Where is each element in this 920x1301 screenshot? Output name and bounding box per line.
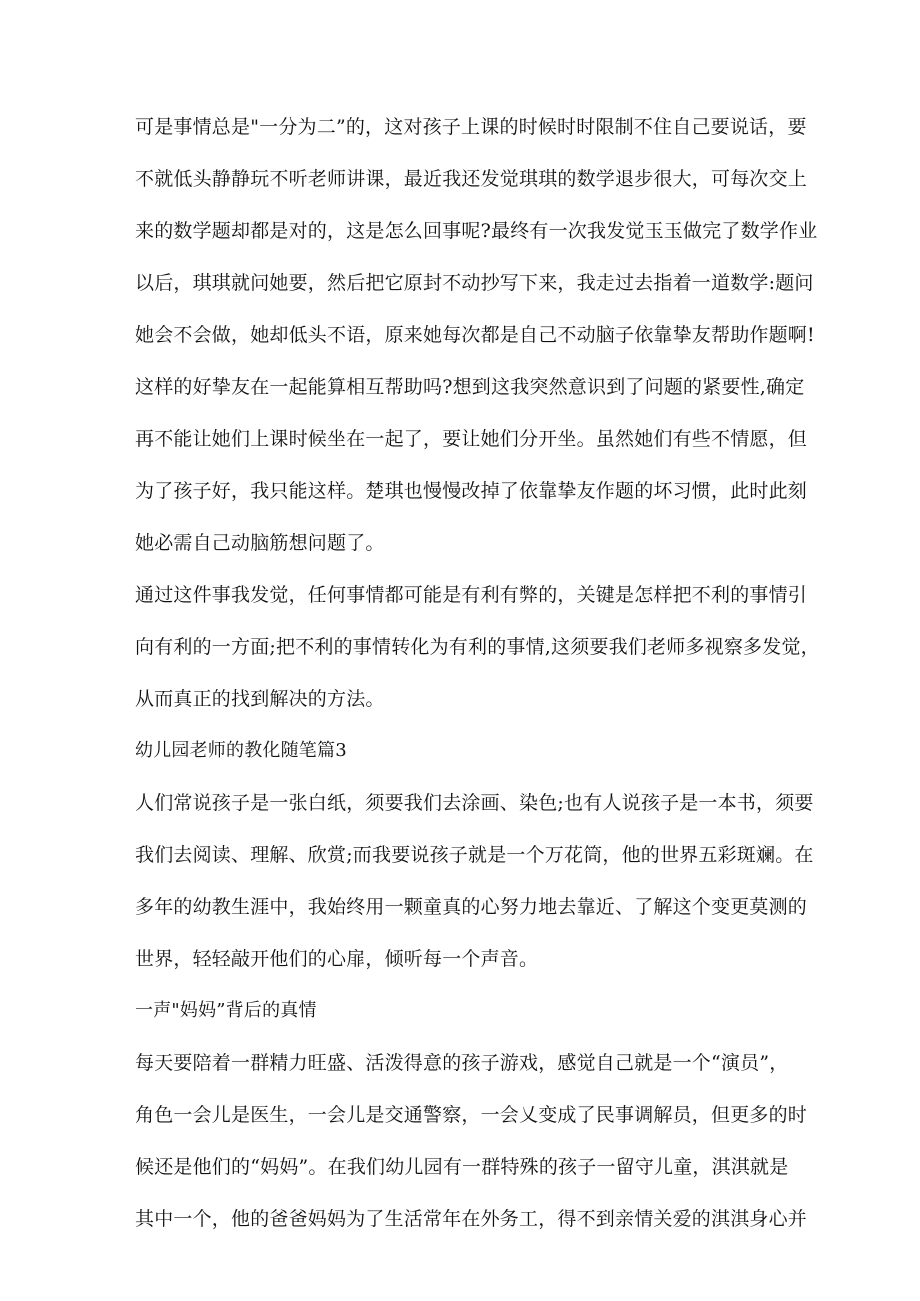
- paragraph-line: 多年的幼教生涯中，我始终用一颗童真的心努力地去靠近、了解这个变更莫测的: [135, 896, 808, 918]
- paragraph-line: 再不能让她们上课时候坐在一起了，要让她们分开坐。虽然她们有些不情愿，但: [135, 428, 808, 450]
- paragraph-line: 她必需自己动脑筋想问题了。: [135, 532, 385, 554]
- paragraph-line: 来的数学题却都是对的，这是怎么回事呢?最终有一次我发觉玉玉做完了数学作业: [135, 220, 818, 242]
- paragraph-line: 从而真正的找到解决的方法。: [135, 688, 385, 710]
- section-heading: 幼儿园老师的教化随笔篇3: [135, 740, 347, 761]
- paragraph-line: 人们常说孩子是一张白纸，须要我们去涂画、染色;也有人说孩子是一本书，须要: [135, 792, 814, 814]
- paragraph-line: 我们去阅读、理解、欣赏;而我要说孩子就是一个万花筒，他的世界五彩斑斓。在: [135, 844, 814, 866]
- paragraph-line: 每天要陪着一群精力旺盛、活泼得意的孩子游戏，感觉自己就是一个“演员”，: [135, 1052, 789, 1074]
- paragraph-line: 候还是他们的“妈妈”。在我们幼儿园有一群特殊的孩子一留守儿童，淇淇就是: [135, 1156, 789, 1178]
- paragraph-line: 这样的好挚友在一起能算相互帮助吗?想到这我突然意识到了问题的紧要性,确定: [135, 376, 805, 398]
- paragraph-line: 角色一会儿是医生，一会儿是交通警察，一会乂变成了民事调解员，但更多的时: [135, 1104, 808, 1126]
- section-heading: 一声"妈妈”背后的真情: [135, 1000, 317, 1021]
- paragraph-line: 向有利的一方面;把不利的事情转化为有利的事情,这须要我们老师多视察多发觉，: [135, 636, 820, 658]
- paragraph-line: 不就低头静静玩不听老师讲课，最近我还发觉琪琪的数学退步很大，可每次交上: [135, 168, 808, 190]
- paragraph-line: 以后，琪琪就问她要，然后把它原封不动抄写下来，我走过去指着一道数学:题问: [135, 272, 814, 294]
- paragraph-line: 世界，轻轻敲开他们的心扉，倾听每一个声音。: [135, 948, 539, 970]
- paragraph-line: 通过这件事我发觉，任何事情都可能是有利有弊的，关键是怎样把不利的事情引: [135, 584, 808, 606]
- paragraph-line: 可是事情总是"一分为二”的，这对孩子上课的时候时时限制不住自己要说话，要: [135, 116, 807, 138]
- paragraph-line: 她会不会做，她却低头不语，原来她每次都是自己不动脑子依靠挚友帮助作题啊!: [135, 324, 815, 346]
- paragraph-line: 其中一个，他的爸爸妈妈为了生活常年在外务工，得不到亲情关爱的淇淇身心并: [135, 1208, 808, 1230]
- paragraph-line: 为了孩子好，我只能这样。楚琪也慢慢改掉了依靠挚友作题的坏习惯，此时此刻: [135, 480, 808, 502]
